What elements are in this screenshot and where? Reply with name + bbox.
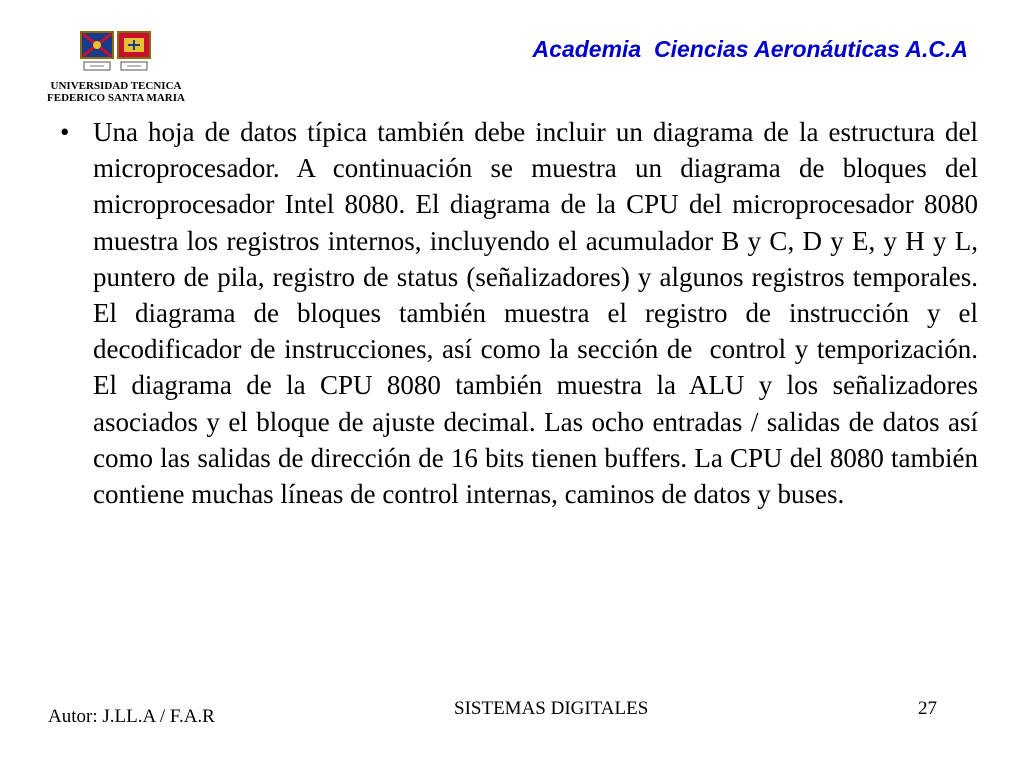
university-logo (36, 30, 196, 110)
footer-course: SISTEMAS DIGITALES (454, 698, 649, 719)
bullet-marker: • (60, 117, 70, 147)
body-paragraph: Una hoja de datos típica también debe incluir un diagrama de la estructura del microprocesador. A continuación se muestra un diagrama de bloques del microprocesador Intel 8080. El diagrama de la CPU del microprocesador 8080 muestra los registros internos, incluyendo el acumulador B y C, D y E, y H y L, puntero de pila, registro de status (señalizadores) y algunos registros temporales. El diagrama de bloques también muestra el registro de instrucción y el decodificador de instrucciones, así como la sección de control y temporización. El diagrama de la CPU 8080 también muestra la ALU y los señalizadores asociados y el bloque de ajuste decimal. Las ocho entradas / salidas de datos así como las salidas de dirección de 16 bits tienen buffers. La CPU del 8080 también contiene muchas líneas de control internas, caminos de datos y buses. (93, 117, 985, 510)
page-title: Academia Ciencias Aeronáuticas A.C.A (532, 36, 968, 62)
content-body (60, 114, 985, 512)
page-number: 27 (918, 698, 937, 719)
logo-line-1: UNIVERSIDAD TECNICA (50, 80, 182, 92)
footer-author: Autor: J.LL.A / F.A.R (48, 706, 215, 727)
logo-line-2: FEDERICO SANTA MARIA (47, 92, 185, 104)
university-crest-icon (80, 30, 152, 76)
